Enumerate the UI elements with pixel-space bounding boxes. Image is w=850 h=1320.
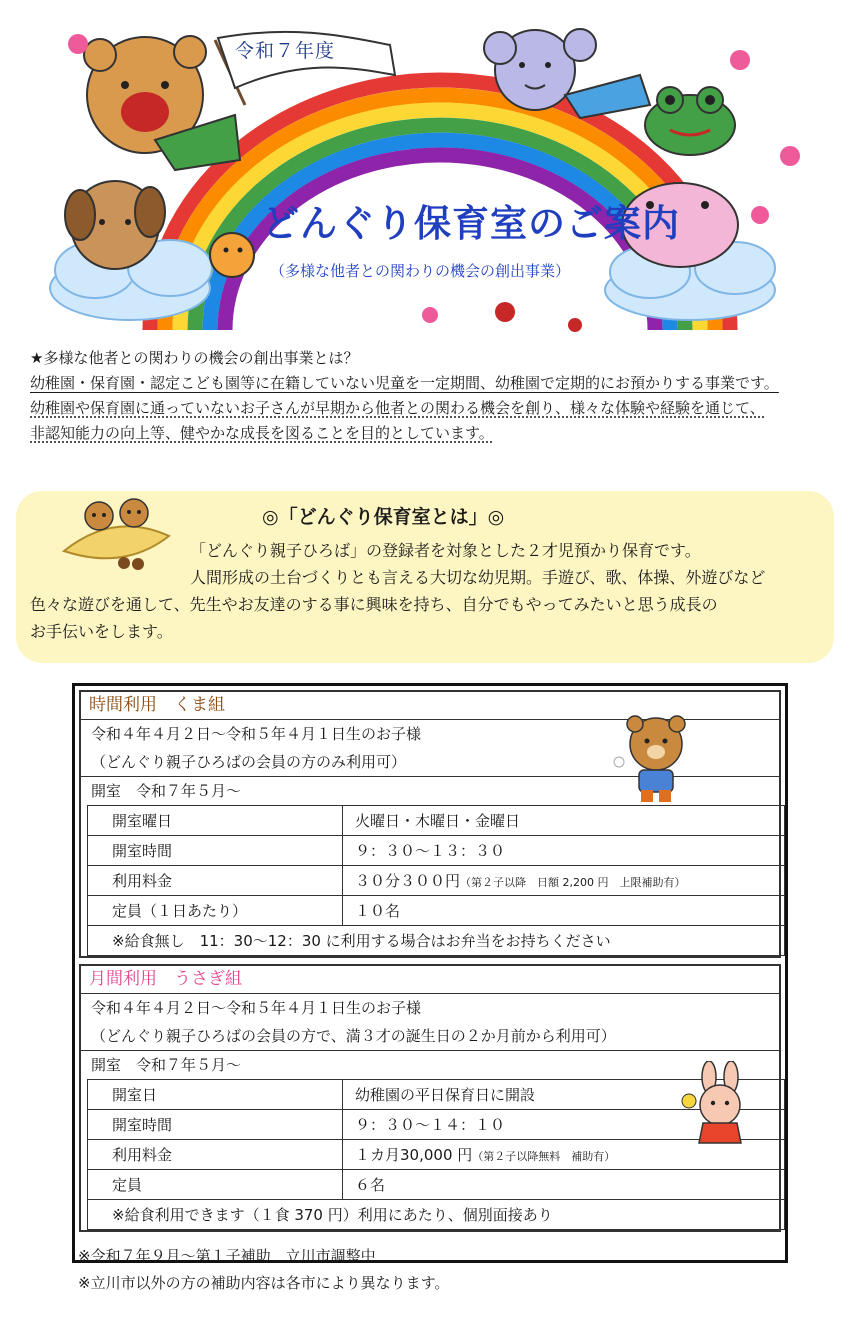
bear-mascot-illustration xyxy=(611,714,701,806)
usagi-eligibility: 令和４年４月２日〜令和５年４月１日生のお子様 xyxy=(91,999,422,1017)
year-label: 令和７年度 xyxy=(235,40,336,62)
kuma-section xyxy=(79,690,781,958)
chick-illustration xyxy=(210,233,254,277)
intro-line-1: 幼稚園・保育園・認定こども園等に在籍していない児童を一定期間、幼稚園で定期的にお預かりする事業です。 xyxy=(30,374,779,392)
footnote-2: ※立川市以外の方の補助内容は各市により異なります。 xyxy=(78,1274,450,1292)
about-line-4: お手伝いをします。 xyxy=(30,622,173,641)
usagi-row-label: 開室時間 xyxy=(88,1110,343,1140)
table-row xyxy=(88,1170,785,1200)
kuma-eligibility: 令和４年４月２日〜令和５年４月１日生のお子様 xyxy=(91,725,422,743)
kuma-info-table xyxy=(87,805,785,956)
table-row xyxy=(88,806,785,836)
footnotes xyxy=(78,1243,449,1297)
usagi-row-value: ９：３０〜１４：１０ xyxy=(343,1110,785,1140)
usagi-row-value: 幼稚園の平日保育日に開設 xyxy=(343,1080,785,1110)
kuma-row-value: ３０分３００円（第２子以降 日額 2,200 円 上限補助有） xyxy=(343,866,785,896)
usagi-section xyxy=(79,964,781,1232)
usagi-row-label: 利用料金 xyxy=(88,1140,343,1170)
intro-section xyxy=(30,346,830,446)
intro-line-3: 非認知能力の向上等、健やかな成長を図ることを目的としています。 xyxy=(30,424,494,442)
usagi-heading: 月間利用 うさぎ組 xyxy=(81,966,779,994)
usagi-note: ※給食利用できます（１食 370 円）利用にあたり、個別面接あり xyxy=(88,1200,785,1230)
kuma-fee-note: （第２子以降 日額 2,200 円 上限補助有） xyxy=(460,876,686,889)
kuma-row-label: 利用料金 xyxy=(88,866,343,896)
page-title: どんぐり保育室のご案内 xyxy=(262,202,680,245)
kuma-opening: 開室 令和７年５月〜 xyxy=(91,782,242,800)
kuma-row-label: 開室曜日 xyxy=(88,806,343,836)
about-text xyxy=(30,537,830,645)
rabbit-mascot-illustration xyxy=(679,1061,759,1151)
frog-illustration xyxy=(645,87,735,155)
kuma-row-label: 開室時間 xyxy=(88,836,343,866)
table-row xyxy=(88,836,785,866)
usagi-fee-note: （第２子以降無料 補助有） xyxy=(472,1150,616,1163)
about-line-1: 「どんぐり親子ひろば」の登録者を対象とした２才児預かり保育です。 xyxy=(190,541,701,560)
footnote-1: ※令和７年９月〜第１子補助 立川市調整中 xyxy=(78,1247,376,1265)
table-row xyxy=(88,1200,785,1230)
table-row xyxy=(88,926,785,956)
usagi-opening: 開室 令和７年５月〜 xyxy=(91,1056,242,1074)
bear-illustration xyxy=(84,36,240,170)
page-subtitle: （多様な他者との関わりの機会の創出事業） xyxy=(270,262,571,280)
course-tables xyxy=(72,683,788,1263)
intro-line-2: 幼稚園や保育園に通っていないお子さんが早期から他者との関わる機会を創り、様々な体験や経験を通じて、 xyxy=(30,399,765,417)
kuma-note: ※給食無し 11：30〜12：30 に利用する場合はお弁当をお持ちください xyxy=(88,926,785,956)
usagi-row-label: 定員 xyxy=(88,1170,343,1200)
rainbow-illustration xyxy=(0,0,850,340)
table-row xyxy=(88,896,785,926)
usagi-eligibility-note: （どんぐり親子ひろばの会員の方で、満３才の誕生日の２か月前から利用可） xyxy=(81,1022,779,1051)
kuma-row-value: ９：３０〜１３：３０ xyxy=(343,836,785,866)
usagi-row-value: １カ月30,000 円（第２子以降無料 補助有） xyxy=(343,1140,785,1170)
about-box xyxy=(16,491,834,663)
usagi-row-label: 開室日 xyxy=(88,1080,343,1110)
header-illustration xyxy=(0,0,850,340)
about-line-2: 人間形成の土台づくりとも言える大切な幼児期。手遊び、歌、体操、外遊びなど xyxy=(190,568,766,587)
about-line-3: 色々な遊びを通して、先生やお友達のする事に興味を持ち、自分でもやってみたいと思う成長の xyxy=(30,595,718,614)
intro-question: ★多様な他者との関わりの機会の創出事業とは？ xyxy=(30,349,359,367)
about-title: ◎「どんぐり保育室とは」◎ xyxy=(262,506,505,528)
kuma-heading: 時間利用 くま組 xyxy=(81,692,779,720)
table-row xyxy=(88,866,785,896)
kuma-row-value: 火曜日・木曜日・金曜日 xyxy=(343,806,785,836)
kuma-row-label: 定員（１日あたり） xyxy=(88,896,343,926)
kuma-eligibility-note: （どんぐり親子ひろばの会員の方のみ利用可） xyxy=(81,748,779,777)
usagi-row-value: ６名 xyxy=(343,1170,785,1200)
kuma-row-value: １０名 xyxy=(343,896,785,926)
